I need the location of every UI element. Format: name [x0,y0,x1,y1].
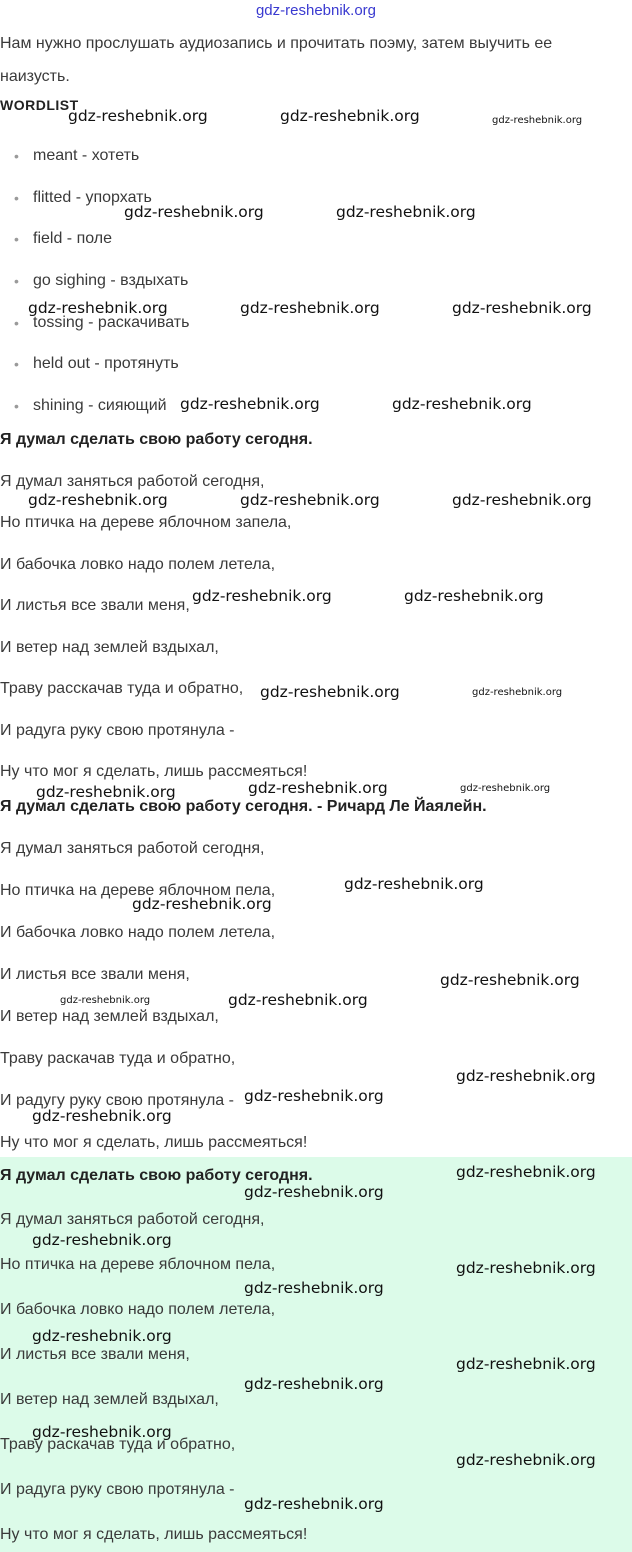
watermark: gdz-reshebnik.org [180,395,320,413]
wordlist-item [0,354,189,396]
poem-line: Ну что мог я сделать, лишь рассмеяться! [0,1134,308,1151]
poem-line: Я думал заняться работой сегодня, [0,473,265,490]
watermark: gdz-reshebnik.org [244,1279,384,1297]
poem-title: Я думал сделать свою работу сегодня. [0,1167,313,1184]
watermark: gdz-reshebnik.org [344,875,484,893]
watermark: gdz-reshebnik.org [28,491,168,509]
watermark: gdz-reshebnik.org [456,1163,596,1181]
wordlist-item [0,313,189,355]
watermark: gdz-reshebnik.org [492,115,583,126]
poem-line: И листья все звали меня, [0,966,190,983]
watermark: gdz-reshebnik.org [28,299,168,317]
watermark: gdz-reshebnik.org [452,491,592,509]
poem-line: Ну что мог я сделать, лишь рассмеяться! [0,763,308,780]
watermark: gdz-reshebnik.org [456,1259,596,1277]
wordlist-heading: WORDLIST [0,97,79,113]
poem-line: И ветер над землей вздыхал, [0,639,219,656]
wordlist-item [0,146,189,188]
poem-line: Траву раскачав туда и обратно, [0,1436,236,1453]
poem-line: Траву раскачав туда и обратно, [0,1050,236,1067]
intro-text: Нам нужно прослушать аудиозапись и прочитать поэму, затем выучить ее наизусть. [0,35,553,85]
watermark: gdz-reshebnik.org [244,1495,384,1513]
bullet-icon: • [14,189,19,206]
poem-line: И радугу руку свою протянула - [0,1092,234,1109]
poem-title: Я думал сделать свою работу сегодня. - Ричард Ле Йаялейн. [0,798,487,815]
poem-line: Траву расскачав туда и обратно, [0,680,244,697]
watermark: gdz-reshebnik.org [472,687,563,698]
watermark: gdz-reshebnik.org [404,587,544,605]
poem-line: Но птичка на дереве яблочном пела, [0,882,276,899]
watermark: gdz-reshebnik.org [32,1423,172,1441]
watermark: gdz-reshebnik.org [68,107,208,125]
poem-line: И радуга руку свою протянула - [0,1481,235,1498]
watermark: gdz-reshebnik.org [228,991,368,1009]
poem-line: И радуга руку свою протянула - [0,722,235,739]
watermark: gdz-reshebnik.org [60,995,151,1006]
watermark: gdz-reshebnik.org [456,1451,596,1469]
poem-title: Я думал сделать свою работу сегодня. [0,431,313,448]
poem-line: И бабочка ловко надо полем летела, [0,924,276,941]
watermark: gdz-reshebnik.org [132,895,272,913]
wordlist-item [0,229,189,271]
watermark: gdz-reshebnik.org [440,971,580,989]
poem-line: И бабочка ловко надо полем летела, [0,1301,276,1318]
watermark: gdz-reshebnik.org [452,299,592,317]
watermark: gdz-reshebnik.org [280,107,420,125]
bullet-icon: • [14,231,19,248]
poem-line: И листья все звали меня, [0,597,190,614]
watermark: gdz-reshebnik.org [124,203,264,221]
wordlist [0,146,189,438]
watermark: gdz-reshebnik.org [456,1355,596,1373]
poem-line: Но птичка на дереве яблочном пела, [0,1256,276,1273]
watermark: gdz-reshebnik.org [460,783,551,794]
wordlist-item-text: go sighing - вздыхать [33,272,189,290]
watermark: gdz-reshebnik.org [244,1375,384,1393]
watermark: gdz-reshebnik.org [244,1087,384,1105]
watermark: gdz-reshebnik.org [244,1183,384,1201]
poem-line: И листья все звали меня, [0,1346,190,1363]
bullet-icon: • [14,314,19,331]
watermark: gdz-reshebnik.org [32,1107,172,1125]
bullet-icon: • [14,356,19,373]
watermark: gdz-reshebnik.org [240,491,380,509]
watermark: gdz-reshebnik.org [248,779,388,797]
poem-line: И бабочка ловко надо полем летела, [0,556,276,573]
poem-line: И ветер над землей вздыхал, [0,1391,219,1408]
watermark: gdz-reshebnik.org [260,683,400,701]
wordlist-item-text: held out - протянуть [33,355,179,373]
poem-line: Но птичка на дереве яблочном запела, [0,514,292,531]
bullet-icon: • [14,148,19,164]
wordlist-item-text: tossing - раскачивать [33,313,190,331]
wordlist-item-text: shining - сияющий [33,397,167,415]
poem-line: Ну что мог я сделать, лишь рассмеяться! [0,1526,308,1543]
site-header-link[interactable]: gdz-reshebnik.org [255,2,377,19]
watermark: gdz-reshebnik.org [240,299,380,317]
poem-translation [0,1166,313,1545]
bullet-icon: • [14,398,19,415]
poem-original [0,430,313,782]
poem-line: И ветер над землей вздыхал, [0,1008,219,1025]
wordlist-item-text: flitted - упорхать [33,188,152,206]
watermark: gdz-reshebnik.org [32,1231,172,1249]
watermark: gdz-reshebnik.org [192,587,332,605]
watermark: gdz-reshebnik.org [392,395,532,413]
watermark: gdz-reshebnik.org [336,203,476,221]
watermark: gdz-reshebnik.org [456,1067,596,1085]
wordlist-item-text: field - поле [33,230,113,248]
bullet-icon: • [14,273,19,290]
poem-line: Я думал заняться работой сегодня, [0,840,265,857]
watermark: gdz-reshebnik.org [32,1327,172,1345]
wordlist-item-text: meant - хотеть [33,147,140,164]
poem-line: Я думал заняться работой сегодня, [0,1211,265,1228]
watermark: gdz-reshebnik.org [36,783,176,801]
